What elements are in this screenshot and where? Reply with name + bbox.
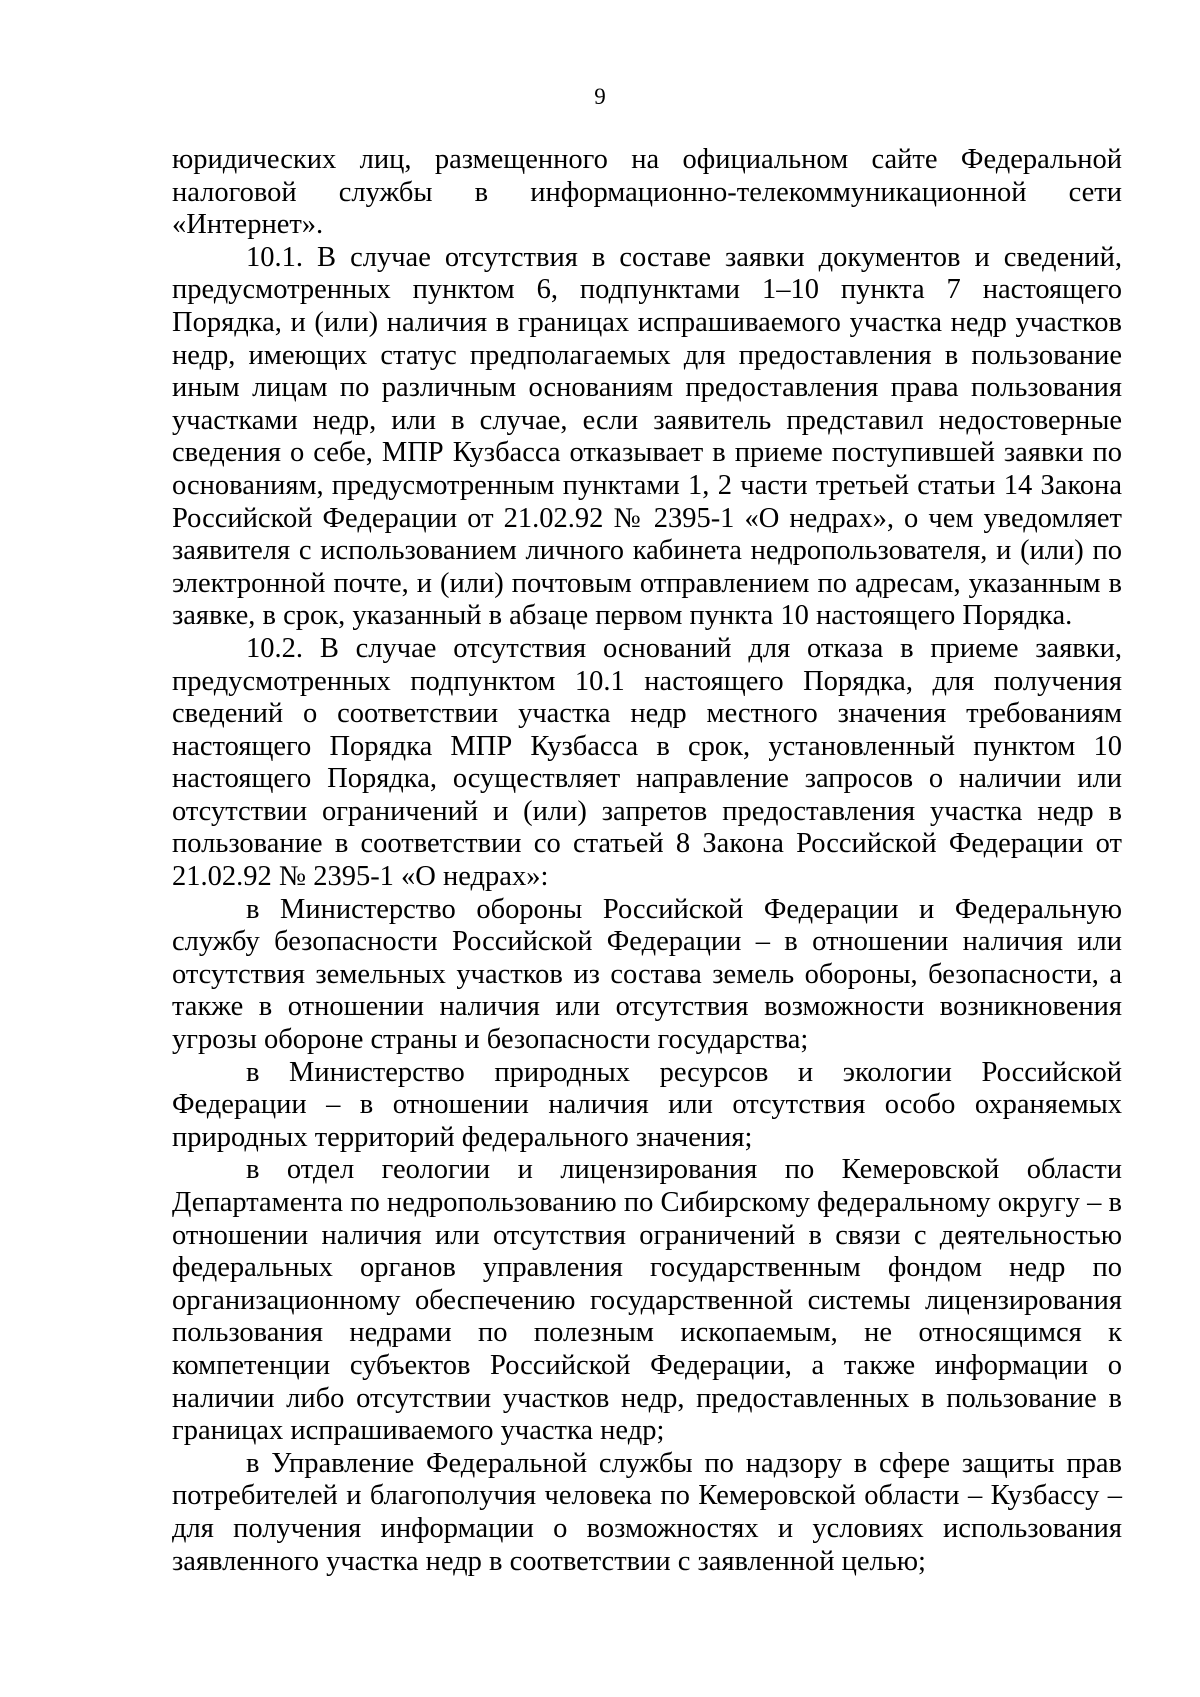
paragraph-geology-department: в отдел геологии и лицензирования по Кемеровской области Департамента по недропользованию по Сибирскому федеральному округу – в отношении наличия или отсутствия ограничений в связи с деятельностью федеральных органов управления государственным фондом недр по организационному обеспечению государственной системы лицензирования пользования недрами по полезным ископаемым, не относящимся к компетенции субъектов Российской Федерации, а также информации о наличии либо отсутствии участков недр, предоставленных в пользование в границах испрашиваемого участка недр;	[172, 1154, 1122, 1447]
page-number: 9	[594, 84, 606, 109]
paragraph-continuation: юридических лиц, размещенного на официальном сайте Федеральной налоговой службы в информационно-телекоммуникационной сети «Интернет».	[172, 144, 1122, 241]
paragraph-natural-resources-ministry: в Министерство природных ресурсов и экологии Российской Федерации – в отношении наличия или отсутствия особо охраняемых природных территорий федерального значения;	[172, 1056, 1122, 1153]
paragraph-10-2: 10.2. В случае отсутствия оснований для отказа в приеме заявки, предусмотренных подпунктом 10.1 настоящего Порядка, для получения сведений о соответствии участка недр местного значения требованиям настоящего Порядка МПР Кузбасса в срок, установленный пунктом 10 настоящего Порядка, осуществляет направление запросов о наличии или отсутствии ограничений и (или) запретов предоставления участка недр в пользование в соответствии со статьей 8 Закона Российской Федерации от 21.02.92 № 2395-1 «О недрах»:	[172, 632, 1122, 893]
paragraph-10-1: 10.1. В случае отсутствия в составе заявки документов и сведений, предусмотренных пунктом 6, подпунктами 1–10 пункта 7 настоящего Порядка, и (или) наличия в границах испрашиваемого участка недр участков недр, имеющих статус предполагаемых для предоставления в пользование иным лицам по различным основаниям предоставления права пользования участками недр, или в случае, если заявитель представил недостоверные сведения о себе, МПР Кузбасса отказывает в приеме поступившей заявки по основаниям, предусмотренным пунктами 1, 2 части третьей статьи 14 Закона Российской Федерации от 21.02.92 № 2395-1 «О недрах», о чем уведомляет заявителя с использованием личного кабинета недропользователя, и (или) по электронной почте, и (или) почтовым отправлением по адресам, указанным в заявке, в срок, указанный в абзаце первом пункта 10 настоящего Порядка.	[172, 241, 1122, 632]
paragraph-consumer-protection: в Управление Федеральной службы по надзору в сфере защиты прав потребителей и благополучия человека по Кемеровской области – Кузбассу – для получения информации о возможностях и условиях использования заявленного участка недр в соответствии с заявленной целью;	[172, 1447, 1122, 1577]
document-body	[172, 144, 1122, 1578]
paragraph-defense-ministry: в Министерство обороны Российской Федерации и Федеральную службу безопасности Российской Федерации – в отношении наличия или отсутствия земельных участков из состава земель обороны, безопасности, а также в отношении наличия или отсутствия возможности возникновения угрозы обороне страны и безопасности государства;	[172, 893, 1122, 1056]
